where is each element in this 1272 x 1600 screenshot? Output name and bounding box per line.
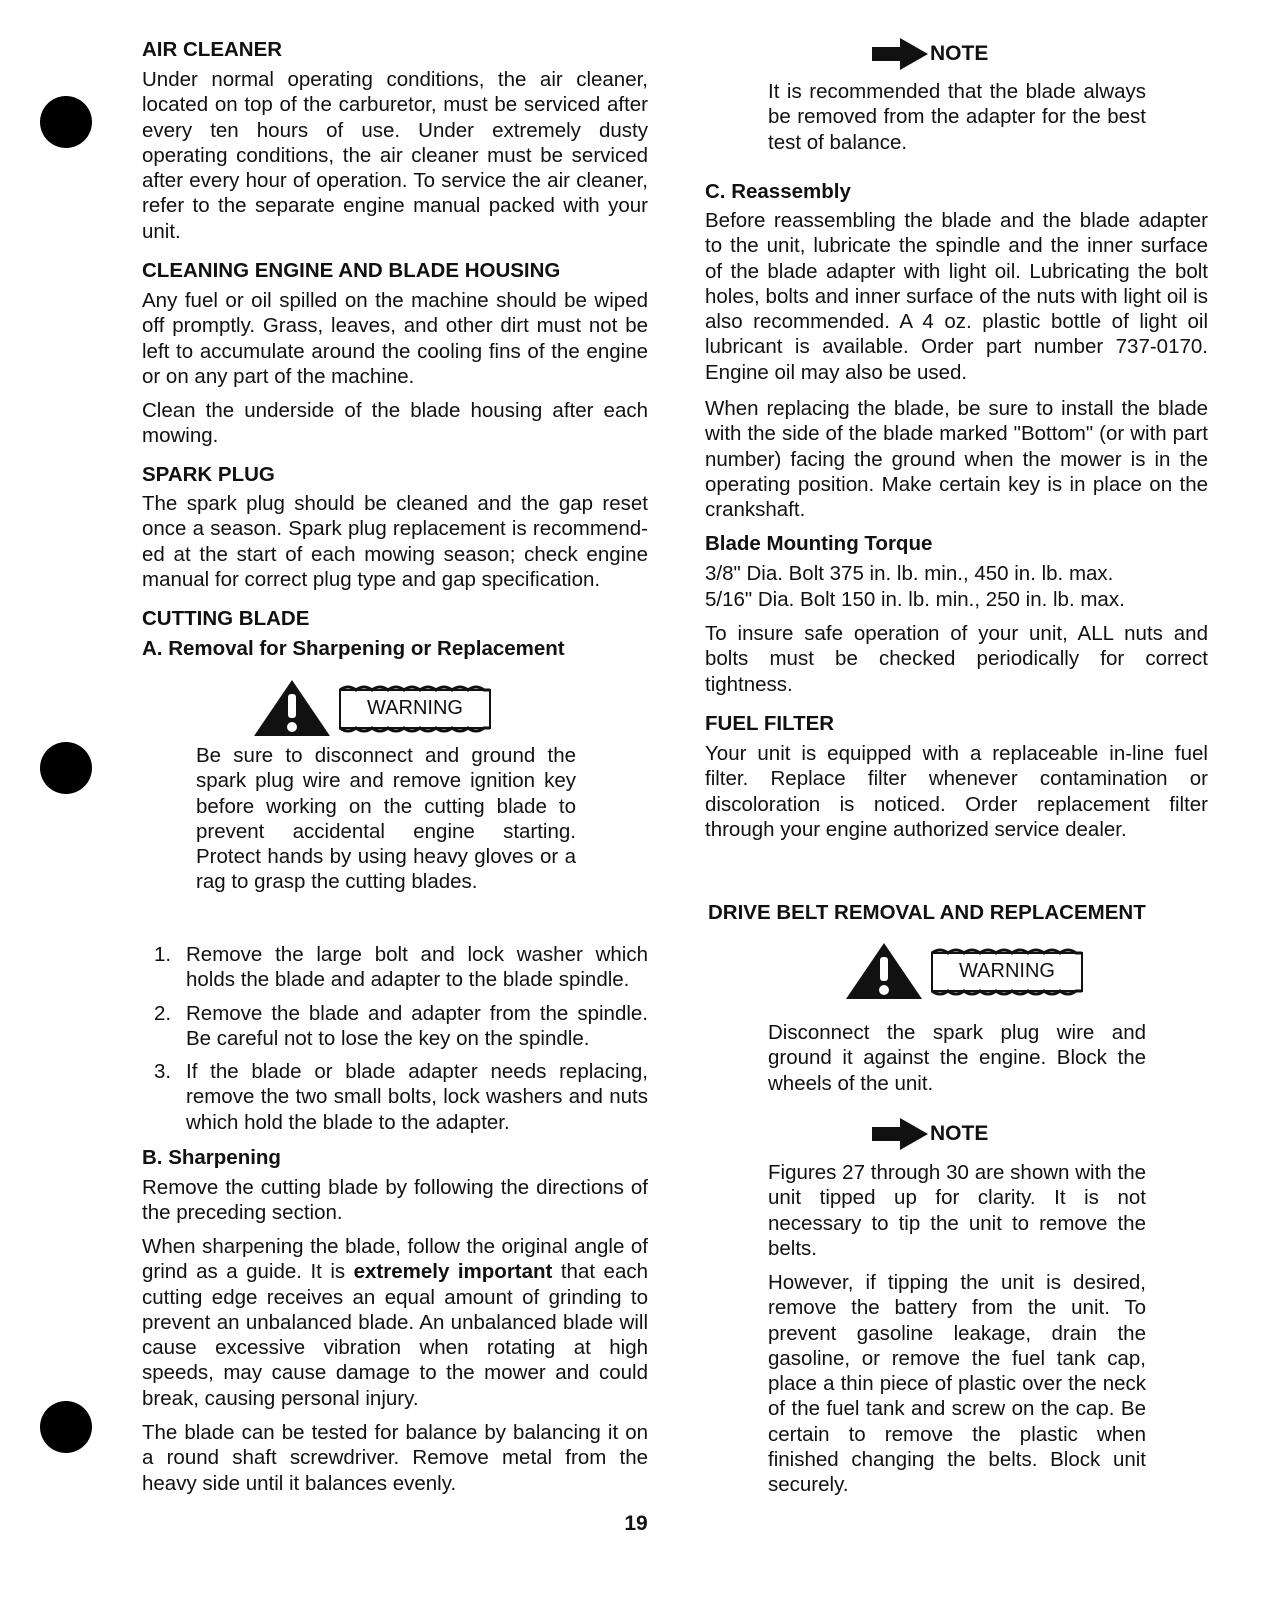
cutting-blade-heading: CUTTING BLADE bbox=[142, 607, 310, 630]
note-text-2b: However, if tipping the unit is desired, remove the battery from the unit. To prevent gasoline leakage, drain the gasoline, or remove the fuel tank cap, place a thin piece of plastic over the neck of the fuel tank and screw on the cap. Be certain to remove the plastic when finished changing the belts. Block unit securely. bbox=[768, 1271, 1146, 1497]
safety-text: To insure safe operation of your unit, ALL nuts and bolts must be checked periodically for correct tightness. bbox=[705, 622, 1208, 696]
reassembly-text-2: When replacing the blade, be sure to install the blade with the side of the blade marked "Bottom" (or with part number) facing the ground when the mower is in the operating position. Make certain key is in place on the crankshaft. bbox=[705, 397, 1208, 522]
warning-label-right: WARNING bbox=[959, 960, 1055, 982]
sharpening-text-1: Remove the cutting blade by following the directions of the preceding section. bbox=[142, 1176, 648, 1225]
note-header-1 bbox=[872, 38, 988, 70]
arrow-right-icon bbox=[872, 1118, 928, 1150]
sharpening-text-3: The blade can be tested for balance by balancing it on a round shaft screwdriver. Remove metal from the heavy side until it balances evenly. bbox=[142, 1421, 648, 1495]
torque-line-1: 3/8" Dia. Bolt 375 in. lb. min., 450 in. lb. max. bbox=[705, 562, 1114, 585]
torque-heading: Blade Mounting Torque bbox=[705, 532, 933, 555]
reassembly-text-1: Before reassembling the blade and the blade adapter to the unit, lubricate the spindle and the inner surface of the blade adapter with light oil. Lubricating the bolt holes, bolts and inner surface of the nuts with light oil is also recommended. A 4 oz. plastic bottle of light oil lubricant is available. Order part number 737-0170. Engine oil may also be used. bbox=[705, 209, 1208, 384]
warning-text-left: Be sure to disconnect and ground the spark plug wire and remove ignition key before working on the cutting blade to prevent accidental engine starting. Protect hands by using heavy gloves or a rag to grasp the cutting blades. bbox=[196, 744, 576, 894]
reassembly-subheading: C. Reassembly bbox=[705, 180, 851, 203]
warning-sign-right bbox=[844, 941, 1094, 1001]
note-text-2a: Figures 27 through 30 are shown with the unit tipped up for clarity. It is not necessary to tip the unit to remove the belts. bbox=[768, 1161, 1146, 1260]
cleaning-text-2: Clean the underside of the blade housing after each mowing. bbox=[142, 399, 648, 448]
removal-subheading: A. Removal for Sharpening or Replacement bbox=[142, 637, 565, 660]
spark-plug-heading: SPARK PLUG bbox=[142, 463, 275, 486]
binder-hole-bottom bbox=[40, 1401, 92, 1453]
list-item: 1. Remove the large bolt and lock washer which holds the blade and adapter to the blade spindle. bbox=[154, 943, 648, 992]
list-item: 2. Remove the blade and adapter from the spindle. Be careful not to lose the key on the spindle. bbox=[154, 1001, 648, 1050]
note-label: NOTE bbox=[930, 1122, 989, 1145]
fuel-filter-text: Your unit is equipped with a replaceable in-line fuel filter. Replace filter whenever contamination or discoloration is noticed. Order replacement filter through your engine authorized service dealer. bbox=[705, 742, 1208, 841]
sharpening-text-2: When sharpening the blade, follow the original angle of grind as a guide. It is extremely important that each cutting edge receives an equal amount of grinding to prevent an unbalanced blade. An unbalanced blade will cause excessive vibration when rotating at high speeds, may cause damage to the mower and could break, causing personal injury. bbox=[142, 1235, 648, 1410]
list-item: 3. If the blade or blade adapter needs replacing, remove the two small bolts, lock washers and nuts which hold the blade to the adapter. bbox=[154, 1060, 648, 1134]
removal-steps bbox=[146, 942, 648, 1143]
air-cleaner-text: Under normal operating conditions, the air cleaner, located on top of the carburetor, must be serviced after every ten hours of use. Under extremely dusty operating conditions, the air cleaner must be serviced after every hour of operation. To service the air cleaner, refer to the separate engine manual packed with your unit. bbox=[142, 68, 648, 243]
arrow-right-icon bbox=[872, 38, 928, 70]
note-label: NOTE bbox=[930, 42, 989, 65]
note-header-2 bbox=[872, 1118, 988, 1150]
air-cleaner-heading: AIR CLEANER bbox=[142, 38, 283, 61]
cleaning-text-1: Any fuel or oil spilled on the machine should be wiped off promptly. Grass, leaves, and other dirt must not be left to accumulate around the cooling fins of the engine or on any part of the machine. bbox=[142, 289, 648, 388]
warning-label-left: WARNING bbox=[367, 697, 463, 719]
drive-belt-heading: DRIVE BELT REMOVAL AND REPLACEMENT bbox=[708, 901, 1146, 924]
cleaning-heading: CLEANING ENGINE AND BLADE HOUSING bbox=[142, 259, 561, 282]
torque-line-2: 5/16" Dia. Bolt 150 in. lb. min., 250 in. lb. max. bbox=[705, 588, 1125, 611]
binder-hole-top bbox=[40, 96, 92, 148]
sharpening-subheading: B. Sharpening bbox=[142, 1146, 281, 1169]
warning-sign-left bbox=[252, 678, 502, 738]
spark-plug-text: The spark plug should be cleaned and the gap reset once a season. Spark plug replacement is recommend-ed at the start of each mowing season; check engine manual for correct plug type and gap specification. bbox=[142, 492, 648, 591]
page-number: 19 bbox=[624, 1512, 648, 1535]
warning-text-right: Disconnect the spark plug wire and ground it against the engine. Block the wheels of the unit. bbox=[768, 1021, 1146, 1095]
binder-hole-middle bbox=[40, 742, 92, 794]
note-text-1: It is recommended that the blade always be removed from the adapter for the best test of balance. bbox=[768, 80, 1146, 154]
fuel-filter-heading: FUEL FILTER bbox=[705, 712, 835, 735]
